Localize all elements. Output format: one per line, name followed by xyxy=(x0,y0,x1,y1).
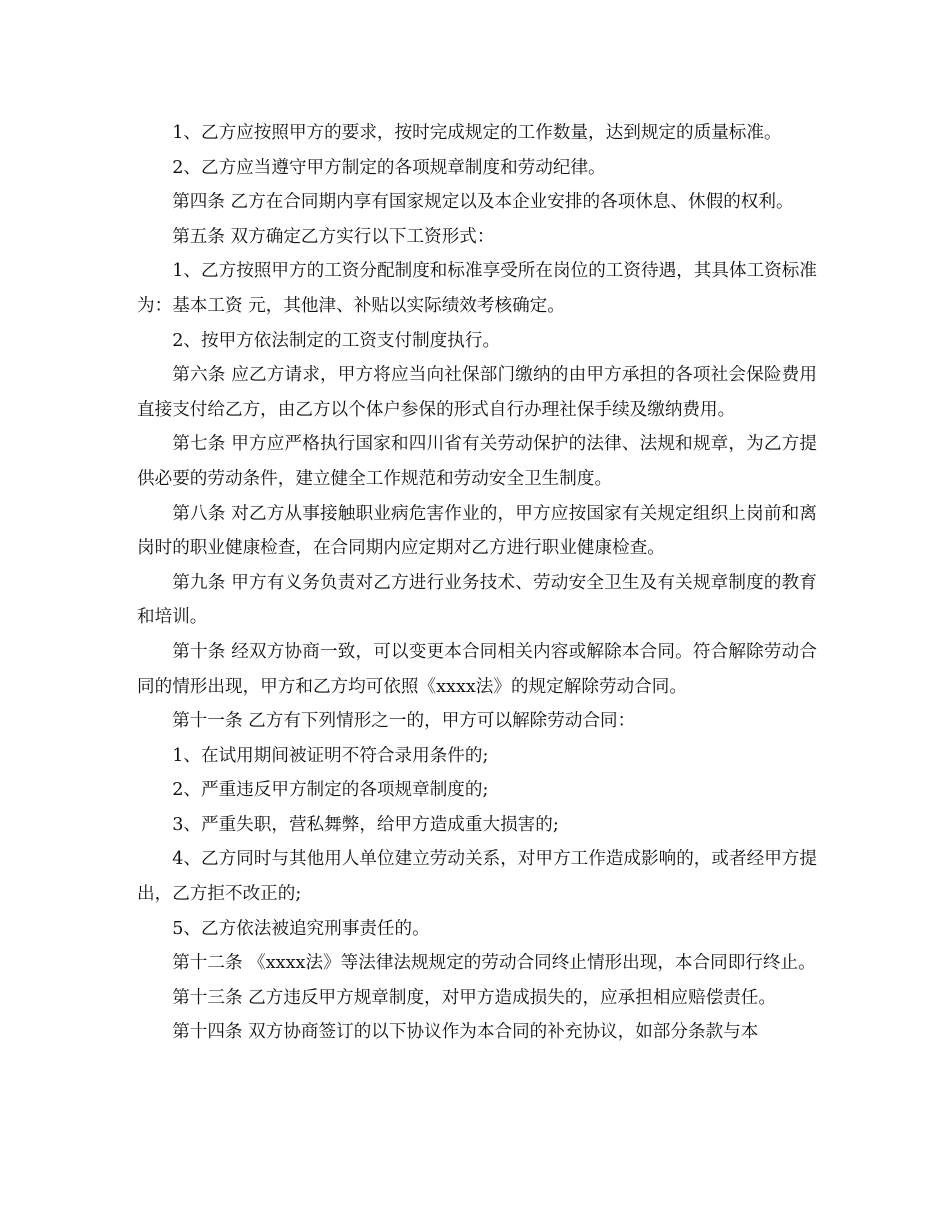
paragraph: 第五条 双方确定乙方实行以下工资形式： xyxy=(172,226,495,247)
paragraph: 1、在试用期间被证明不符合录用条件的; xyxy=(172,745,489,766)
paragraph: 2、乙方应当遵守甲方制定的各项规章制度和劳动纪律。 xyxy=(172,157,606,178)
paragraph: 2、按甲方依法制定的工资支付制度执行。 xyxy=(172,330,501,351)
paragraph: 4、乙方同时与其他用人单位建立劳动关系，对甲方工作造成影响的，或者经甲方提出，乙方拒不改正的; xyxy=(137,849,817,905)
paragraph: 1、乙方按照甲方的工资分配制度和标准享受所在岗位的工资待遇，其具体工资标准为：基本工资 元，其他津、补贴以实际绩效考核确定。 xyxy=(137,261,817,316)
paragraph: 第十一条 乙方有下列情形之一的，甲方可以解除劳动合同： xyxy=(172,711,636,732)
paragraph: 第七条 甲方应严格执行国家和四川省有关劳动保护的法律、法规和规章，为乙方提供必要的劳动条件，建立健全工作规范和劳动安全卫生制度。 xyxy=(137,434,817,489)
paragraph: 5、乙方依法被追究刑事责任的。 xyxy=(172,918,430,939)
document-body xyxy=(137,116,817,1050)
paragraph: 第十条 经双方协商一致，可以变更本合同相关内容或解除本合同。符合解除劳动合同的情形出现，甲方和乙方均可依照《xxxx法》的规定解除劳动合同。 xyxy=(137,641,817,697)
paragraph: 1、乙方应按照甲方的要求，按时完成规定的工作数量，达到规定的质量标准。 xyxy=(172,123,782,143)
paragraph: 第八条 对乙方从事接触职业病危害作业的，甲方应按国家有关规定组织上岗前和离岗时的职业健康检查，在合同期内应定期对乙方进行职业健康检查。 xyxy=(137,503,817,559)
paragraph: 第六条 应乙方请求，甲方将应当向社保部门缴纳的由甲方承担的各项社会保险费用直接支付给乙方，由乙方以个体户参保的形式自行办理社保手续及缴纳费用。 xyxy=(137,365,817,420)
paragraph: 第十四条 双方协商签订的以下协议作为本合同的补充协议，如部分条款与本 xyxy=(172,1022,759,1043)
paragraph: 3、严重失职，营私舞弊，给甲方造成重大损害的; xyxy=(172,814,559,835)
paragraph: 第四条 乙方在合同期内享有国家规定以及本企业安排的各项休息、休假的权利。 xyxy=(172,192,794,213)
paragraph: 2、严重违反甲方制定的各项规章制度的; xyxy=(172,780,489,801)
paragraph: 第十三条 乙方违反甲方规章制度，对甲方造成损失的，应承担相应赔偿责任。 xyxy=(172,987,776,1008)
paragraph: 第九条 甲方有义务负责对乙方进行业务技术、劳动安全卫生及有关规章制度的教育和培训。 xyxy=(137,572,817,628)
paragraph: 第十二条 《xxxx法》等法律法规规定的劳动合同终止情形出现，本合同即行终止。 xyxy=(172,953,816,974)
